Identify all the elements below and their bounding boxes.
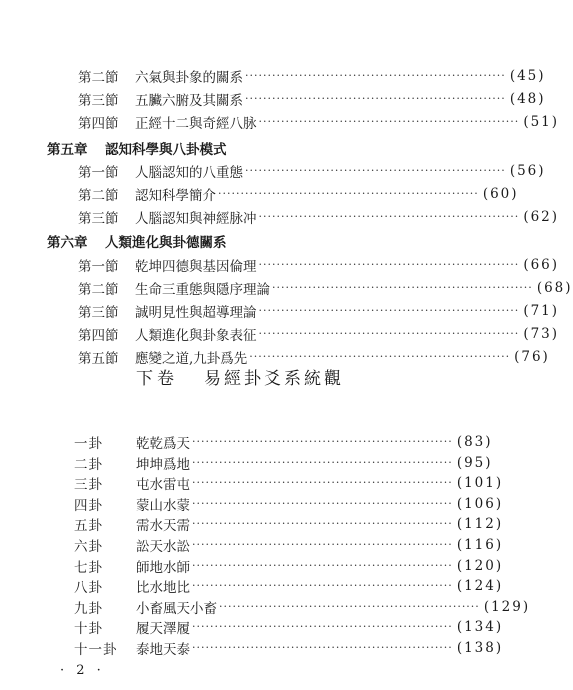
- hexagram-title: 天水訟: [149, 539, 190, 555]
- hexagram-title: 天澤履: [149, 621, 190, 638]
- leader-dots: ··························································: [192, 476, 453, 490]
- leader-dots: ··························································: [258, 258, 520, 271]
- chapter-heading: [47, 138, 227, 158]
- chapter-title: 認知科學與八卦模式: [105, 142, 227, 158]
- hexagram-title: 地水師: [149, 559, 190, 576]
- page-ref: (112): [456, 516, 504, 533]
- toc-entry: [78, 89, 546, 109]
- page-number: · 2 ·: [60, 662, 105, 678]
- hexagram-entry: [74, 597, 531, 617]
- hexagram-number: 八卦: [74, 580, 103, 597]
- leader-dots: ··························································: [192, 579, 453, 593]
- hexagram-number: 十卦: [74, 621, 103, 638]
- hexagram-name: 比: [136, 580, 150, 597]
- chapter-heading: [47, 231, 227, 251]
- leader-dots: ··························································: [245, 92, 506, 105]
- section-title: 誠明見性與超導理論: [135, 305, 257, 321]
- leader-dots: ··························································: [245, 164, 506, 177]
- section-number: 第一節: [78, 165, 119, 181]
- toc-entry: [78, 207, 560, 227]
- leader-dots: ··························································: [192, 620, 453, 634]
- page-ref: (45): [509, 68, 546, 84]
- hexagram-number: 六卦: [74, 539, 103, 555]
- toc-entry: [78, 112, 560, 132]
- section-title: 六氣與卦象的關系: [135, 70, 243, 86]
- toc-entry: [78, 66, 546, 86]
- hexagram-name: 蒙: [136, 497, 150, 514]
- hexagram-title: 坤爲地: [149, 456, 190, 473]
- leader-dots: ··························································: [219, 599, 480, 613]
- section-title: 人腦認知與神經脉冲: [135, 211, 257, 227]
- hexagram-number: 九卦: [74, 600, 103, 617]
- section-title: 認知科學簡介: [135, 188, 216, 204]
- leader-dots: ··························································: [192, 538, 453, 551]
- page-ref: (51): [523, 114, 560, 130]
- hexagram-number: 七卦: [74, 559, 103, 576]
- leader-dots: ··························································: [192, 517, 453, 531]
- toc-entry: [78, 324, 560, 344]
- section-title: 乾坤四德與基因倫理: [135, 259, 257, 275]
- hexagram-title: 風天小畜: [163, 600, 217, 617]
- hexagram-entry: [74, 556, 504, 576]
- page-ref: (129): [483, 598, 531, 615]
- chapter-number: 第五章: [47, 142, 88, 158]
- page-ref: (134): [456, 619, 504, 636]
- hexagram-title: 水天需: [149, 518, 190, 535]
- page-ref: (138): [456, 640, 504, 656]
- hexagram-entry: [74, 453, 493, 473]
- page-ref: (68): [536, 280, 573, 296]
- section-number: 第二節: [78, 282, 119, 298]
- page-ref: (48): [509, 91, 546, 107]
- page-ref: (71): [523, 303, 560, 319]
- section-number: 第一節: [78, 259, 119, 275]
- section-title: 人腦認知的八重態: [135, 165, 243, 181]
- hexagram-number: 二卦: [74, 456, 103, 473]
- hexagram-number: 四卦: [74, 497, 103, 514]
- hexagram-title: 地天泰: [149, 642, 190, 658]
- section-number: 第二節: [78, 70, 119, 86]
- page-ref: (124): [456, 578, 504, 595]
- volume-title: 易經卦爻系統觀: [204, 368, 344, 389]
- section-number: 第四節: [78, 328, 119, 344]
- hexagram-name: 訟: [136, 539, 150, 555]
- hexagram-number: 十一卦: [74, 642, 118, 658]
- hexagram-entry: [74, 535, 504, 555]
- hexagram-entry: [74, 638, 504, 658]
- page-ref: (116): [456, 537, 504, 553]
- page-ref: (73): [523, 326, 560, 342]
- page-ref: (76): [514, 349, 550, 365]
- hexagram-number: 五卦: [74, 518, 103, 535]
- leader-dots: ··························································: [192, 641, 453, 654]
- leader-dots: ··························································: [272, 281, 533, 294]
- leader-dots: ··························································: [249, 350, 511, 363]
- page-ref: (83): [456, 434, 493, 450]
- hexagram-name: 履: [136, 621, 150, 638]
- page-ref: (120): [456, 557, 504, 574]
- volume-label: 下卷: [136, 368, 178, 389]
- hexagram-entry: [74, 432, 493, 452]
- section-title: 應變之道,九卦爲先: [135, 351, 248, 367]
- chapter-title: 人類進化與卦德關系: [105, 235, 227, 251]
- leader-dots: ··························································: [192, 435, 453, 448]
- toc-entry: [78, 278, 573, 298]
- page-ref: (62): [523, 209, 560, 225]
- toc-entry: [78, 184, 519, 204]
- hexagram-name: 泰: [136, 642, 150, 658]
- section-number: 第四節: [78, 116, 119, 132]
- section-number: 第二節: [78, 188, 119, 204]
- section-number: 第三節: [78, 93, 119, 109]
- hexagram-name: 坤: [136, 456, 150, 473]
- page-ref: (56): [509, 163, 546, 179]
- hexagram-title: 水雷屯: [149, 477, 190, 494]
- hexagram-entry: [74, 514, 504, 535]
- page-ref: (106): [456, 495, 504, 512]
- toc-entry: [78, 161, 546, 181]
- hexagram-title: 乾爲天: [149, 436, 190, 452]
- page-ref: (60): [482, 186, 519, 202]
- hexagram-entry: [74, 576, 504, 597]
- leader-dots: ··························································: [218, 187, 479, 200]
- hexagram-entry: [74, 494, 504, 514]
- section-number: 第三節: [78, 305, 119, 321]
- toc-entry: [78, 255, 560, 275]
- toc-entry: [78, 301, 560, 321]
- leader-dots: ··························································: [245, 69, 506, 82]
- page-ref: (101): [456, 475, 504, 492]
- leader-dots: ··························································: [258, 115, 520, 128]
- leader-dots: ··························································: [192, 558, 453, 572]
- hexagram-entry: [74, 617, 504, 638]
- section-number: 第五節: [78, 351, 119, 367]
- hexagram-name: 小畜: [136, 600, 163, 617]
- volume-heading: [136, 364, 386, 388]
- leader-dots: ··························································: [258, 210, 520, 223]
- hexagram-name: 需: [136, 518, 150, 535]
- hexagram-title: 山水蒙: [149, 497, 190, 514]
- chapter-number: 第六章: [47, 235, 88, 251]
- section-title: 人類進化與卦象表征: [135, 328, 257, 344]
- leader-dots: ··························································: [258, 304, 520, 317]
- section-title: 生命三重態與隱序理論: [135, 282, 270, 298]
- leader-dots: ··························································: [192, 455, 453, 469]
- page-ref: (66): [523, 257, 560, 273]
- hexagram-title: 水地比: [149, 580, 190, 597]
- page-ref: (95): [456, 454, 493, 471]
- hexagram-entry: [74, 473, 504, 494]
- section-number: 第三節: [78, 211, 119, 227]
- hexagram-number: 三卦: [74, 477, 103, 494]
- hexagram-name: 屯: [136, 477, 150, 494]
- hexagram-number: 一卦: [74, 436, 103, 452]
- hexagram-name: 師: [136, 559, 150, 576]
- section-title: 正經十二與奇經八脉: [135, 116, 257, 132]
- leader-dots: ··························································: [192, 496, 453, 510]
- leader-dots: ··························································: [258, 327, 520, 340]
- hexagram-name: 乾: [136, 436, 150, 452]
- section-title: 五臟六腑及其關系: [135, 93, 243, 109]
